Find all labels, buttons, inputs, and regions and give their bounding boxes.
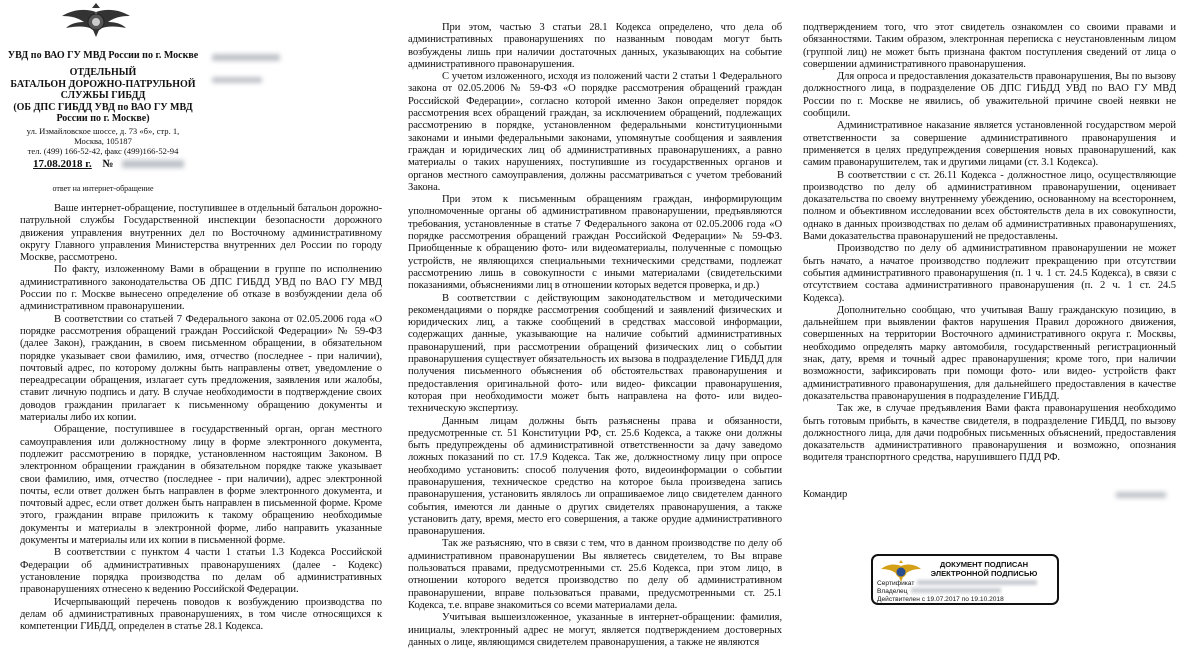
unit-line: (ОБ ДПС ГИБДД УВД по ВАО ГУ МВД — [13, 101, 193, 113]
paragraph: Ваше интернет-обращение, поступившее в отдельный батальон дорожно-патрульной службы Государственной инспекции безопасности дорожного движения управления внутренних дел по Восточному административному округу Главного управления Министерства внутренних дел России по городу Москве, рассмотрено. — [20, 203, 382, 264]
document-date-line — [33, 158, 184, 171]
paragraph: Дополнительно сообщаю, что учитывая Вашу гражданскую позицию, в дальнейшем при выявлении фактов нарушения Правил дорожного движения, совершенных на территории Восточного административного округа г. Москвы, необходимо определять марку автомобиля, государственный регистрационный знак, дату, время и точный адрес правонарушения; кроме того, при наличии возможности, зафиксировать при помощи фото- или видео- устройств факт административного правонарушения, для дальнейшего предоставления в качестве доказательства правонарушения в подразделение ГИБДД. — [803, 304, 1176, 402]
stamp-certificate — [877, 580, 1037, 588]
owner-label: Владелец — [877, 588, 908, 595]
mvd-emblem-small-icon — [881, 560, 921, 582]
paragraph: В соответствии с ст. 26.11 Кодекса - должностное лицо, осуществляющие производство по делу об административном правонарушении, оценивает доказательства по своему внутреннему убеждению, основанному на всестороннем, полном и объективном исследовании всех обстоятельств дела в их совокупности, однако в данных производствах по делам об административных правонарушениях, Вами доказательства правонарушений не предоставлены. — [803, 169, 1176, 243]
stamp-validity: Действителен с 19.07.2017 по 19.10.2018 — [877, 596, 1004, 603]
paragraph: Административное наказание является установленной государством мерой ответственности за совершение административного правонарушения и применяется в целях предупреждения совершения новых правонарушений, как самим правонарушителем, так и другими лицами (ст. 3.1 Кодекса). — [803, 120, 1176, 169]
unit-line: СЛУЖБЫ ГИБДД — [60, 90, 146, 101]
paragraph: В соответствии с пунктом 4 части 1 статьи 1.3 Кодекса Российской Федерации об административных правонарушениях (далее - Кодекс) установление порядка производства по делам об административных правонарушениях отнесено к ведению Российской Федерации. — [20, 547, 382, 596]
address-line: Москва, 105187 — [74, 136, 132, 146]
letter-column-2 — [408, 22, 782, 649]
paragraph: Для опроса и предоставления доказательств правонарушения, Вы по вызову должностного лица, в подразделение ОБ ДПС ГИБДД УВД по ВАО ГУ МВД России по г. Москве не явились, об уважительной причине своей неявки не сообщили. — [803, 71, 1176, 120]
paragraph: В соответствии со статьей 7 Федерального закона от 02.05.2006 года «О порядке рассмотрения обращений граждан Российской Федерации» № 59-ФЗ (далее Закон), гражданин, в своем письменном обращении, в обязательном порядке указывает свои фамилию, имя, отчество (последнее - при наличии), почтовый адрес, по которому должны быть направлены ответ, уведомление о переадресации обращения, излагает суть предложения, заявления или жалобы, ставит личную подпись и дату. В случае необходимости в подтверждение своих доводов гражданин прилагает к письменному обращению документы и материалы либо их копии. — [20, 313, 382, 424]
stamp-title-line: ДОКУМЕНТ ПОДПИСАН — [939, 560, 1029, 569]
unit-line: БАТАЛЬОН ДОРОЖНО-ПАТРУЛЬНОЙ — [10, 78, 196, 90]
paragraph: Обращение, поступившее в государственный орган, орган местного самоуправления или должностному лицу в форме электронного документа, подлежит рассмотрению в порядке, установленном настоящим Законом. В электронном обращении гражданин в обязательном порядке также указывает свои фамилию, имя, отчество (последнее - при наличии), адрес электронной почты, если ответ должен быть направлен в форме электронного документа, и почтовый адрес, если ответ должен быть направлен в письменной форме. Кроме этого, гражданин вправе приложить к такому обращению необходимые документы и материалы в электронной форме, либо направить указанные документы и материалы или их копии в письменной форме. — [20, 424, 382, 547]
stamp-title-line: ЭЛЕКТРОННОЙ ПОДПИСЬЮ — [930, 569, 1038, 578]
org-address — [0, 126, 206, 156]
redacted-owner — [911, 588, 1001, 593]
certificate-label: Сертификат — [877, 580, 915, 587]
stamp-owner — [877, 588, 1001, 596]
redacted-recipient-email — [212, 77, 262, 83]
electronic-signature-stamp — [871, 554, 1059, 605]
redacted-certificate — [917, 580, 1037, 585]
paragraph: С учетом изложенного, исходя из положений части 2 статьи 1 Федерального закона от 02.05.2006 № 59-ФЗ «О порядке рассмотрения обращений граждан Российской Федерации», согласно которой именно Закон определяет порядок рассмотрения всех обращений граждан, за исключением обращений, подлежащих рассмотрению в порядке, установленном федеральными конституционными законами и иными федеральными законами, упомянутые сообщения и заявления граждан и юридических лиц об административных правонарушениях, а равно материалы о таких нарушениях, поступившие из государственных органов и органов местного самоуправления, должны рассматриваться с учетом требований Закона. — [408, 71, 782, 193]
address-line: ул. Измайловское шоссе, д. 73 «б», стр. 1, — [26, 126, 180, 136]
paragraph: Исчерпывающий перечень поводов к возбуждению производства по делам об административных правонарушениях, в том числе относящихся к компетенции ГИБДД, определен в статье 28.1 Кодекса. — [20, 596, 382, 633]
paragraph: подтверждением того, что этот свидетель ознакомлен со своими правами и обязанностями. Таким образом, электронная переписка с неустановленным лицом (группой лиц) не может быть признана фактом поступления сведений от лица о совершении административного правонарушения. — [803, 22, 1176, 70]
paragraph: Данным лицам должны быть разъяснены права и обязанности, предусмотренные ст. 51 Конституции РФ, ст. 25.6 Кодекса, а также они должны быть предупреждены об административной ответственности за дачу заведомо ложных показаний по ст. 17.9 Кодекса. Так же, должностному лицу при опросе необходимо установить: способ получения фото, видеоинформации о событии правонарушения, техническое средство на которое была произведена запись правонарушения, установить являлось ли опрашиваемое лицо свидетелем данного события, имеются ли данные о других свидетелях правонарушения, а также установить дату, время, место его совершения, а также орудие административного правонарушения. — [408, 415, 782, 538]
stamp-title — [925, 560, 1043, 578]
paragraph: Так же разъясняю, что в связи с тем, что в данном производстве по делу об административном правонарушении Вы являетесь свидетелем, то Вы вправе пользоваться правами, предусмотренными ст. 25.6 Кодекса, при этом лицо, в отношении которого ведется производство по делу об административном правонарушении, вправе пользоваться правами, предусмотренными ст. 25.1 Кодекса, т.е. вправе знакомиться со всеми материалами дела. — [408, 538, 782, 611]
paragraph: При этом, частью 3 статьи 28.1 Кодекса определено, что дела об административных правонарушениях по названным поводам могут быть возбуждены лишь при наличии достаточных данных, указывающих на событие административного правонарушения. — [408, 22, 782, 70]
redacted-recipient-name — [212, 54, 280, 61]
mvd-emblem-logo — [60, 2, 132, 38]
paragraph: При этом к письменным обращениям граждан, информирующим уполномоченные органы об административном правонарушении, предъявляются требования, установленные в статье 7 Федерального закона от 02.05.2006 года «О порядке рассмотрения обращений граждан Российской Федерации» № 59-ФЗ. Приобщенные к обращению фото- или видеоматериалы, полученные с помощью устройств, не являющихся специальными техническими средствами, подлежат рассмотрению лишь в совокупности с иными материалами (свидетельскими показаниями, объяснениями лиц в отношении которых ведется проверка, и др.) — [408, 194, 782, 292]
document-date: 17.08.2018 г. — [33, 158, 92, 170]
address-line: тел. (499) 166-52-42, факс (499)166-52-94 — [27, 146, 179, 156]
subject-line: ответ на интернет-обращение — [52, 184, 154, 193]
letter-column-1 — [20, 203, 382, 633]
paragraph: Так же, в случае предъявления Вами факта правонарушения необходимо быть готовым прибыть, в качестве свидетеля, в подразделение ГИБДД, по вызову должностного лица, для дачи подробных письменных объяснений, предоставления доказательств административного правонарушения и возможно, опознания водителя транспортного средства, нарушившего ПДД РФ. — [803, 403, 1176, 464]
org-name: УВД по ВАО ГУ МВД России по г. Москве — [7, 50, 199, 61]
paragraph: Производство по делу об административном правонарушении не может быть начато, а начатое производство подлежит прекращению при отсутствии события административного правонарушения (п. 1 ч. 1 ст. 24.5 Кодекса), в связи с отсутствием состава административного правонарушения (п. 2 ч. 1 ст. 24.5 Кодекса). — [803, 243, 1176, 304]
signature-title: Командир — [803, 488, 848, 500]
paragraph: В соответствии с действующим законодательством и методическими рекомендациями о порядке рассмотрения сообщений и заявлений физических и юридических лиц, а также сообщений в средствах массовой информации, содержащих данные, указывающие на наличие событий административных правонарушений, при рассмотрении обращений физических лиц о событии правонарушения существует обязательность их вызова в подразделение ГИБДД для получения письменного объяснения об обстоятельствах правонарушения и предоставления оригинальной фото- или видео- фиксации правонарушения, которая при необходимости может быть направлена на фото- или видео- техническую экспертизу. — [408, 292, 782, 415]
unit-line: ОТДЕЛЬНЫЙ — [69, 67, 137, 78]
redacted-document-number — [122, 160, 184, 168]
unit-name — [0, 67, 206, 125]
paragraph: По факту, изложенному Вами в обращении в группе по исполнению административного законодательства ОБ ДПС ГИБДД УВД по ВАО ГУ МВД России по г. Москве вынесено определение об отказе в возбуждении дела об административном правонарушении. — [20, 264, 382, 313]
redacted-signer-name — [1116, 492, 1166, 498]
number-label: № — [102, 158, 114, 170]
unit-line: России по г. Москве) — [56, 113, 150, 124]
paragraph: Учитывая вышеизложенное, указанные в интернет-обращении: фамилия, инициалы, электронный адрес не могут, является подтверждением достоверных данных о лице, являющимся свидетелем правонарушения, а также не являются — [408, 612, 782, 648]
signature-block — [803, 489, 1176, 503]
letter-column-3 — [803, 22, 1176, 503]
